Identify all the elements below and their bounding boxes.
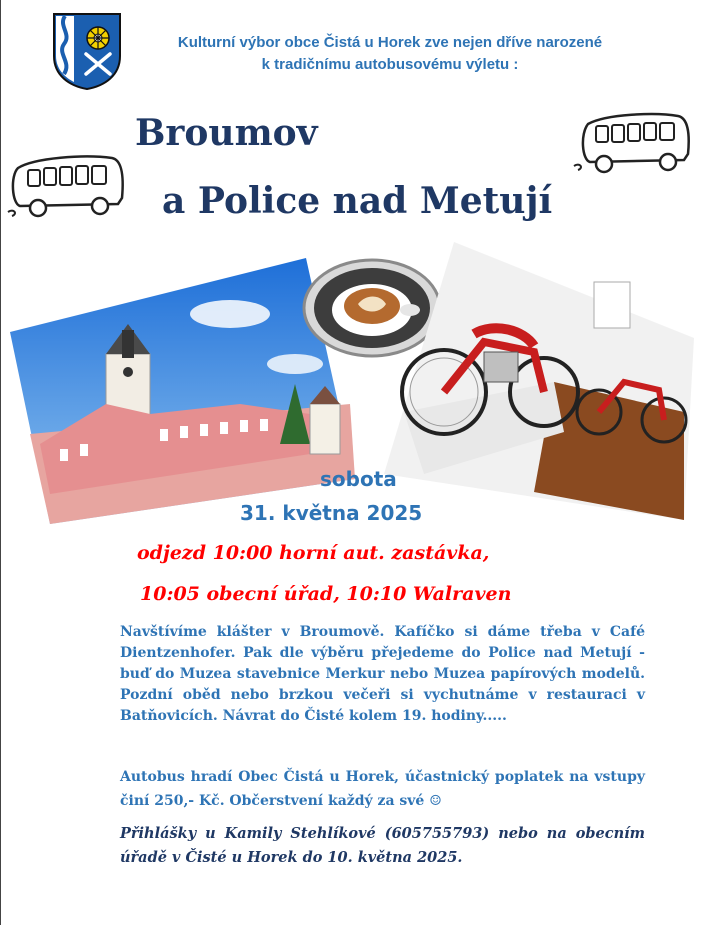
smiley-icon: ☺ — [429, 793, 442, 809]
bus-icon-left — [4, 146, 128, 222]
intro-line-1: Kulturní výbor obce Čistá u Horek zve nejen dříve narozené — [177, 34, 603, 51]
departure-line-2: 10:05 obecní úřad, 10:10 Walraven — [140, 583, 512, 605]
coat-of-arms-icon — [52, 12, 122, 90]
date-full: 31. května 2025 — [240, 501, 423, 525]
title-line-2: a Police nad Metují — [162, 180, 553, 222]
program-paragraph: Navštívíme klášter v Broumově. Kafíčko si dáme třeba v Café Dientzenhofer. Pak dle výběru přejedeme do Police nad Metují - buď do Muzea stavebnice Merkur nebo Muzea papírových modelů. Pozdní oběd nebo brzkou večeři si vychutnáme v restauraci v Batňovicích. Návrat do Čisté kolem 19. hodiny..... — [120, 624, 645, 724]
registration-paragraph: Přihlášky u Kamily Stehlíkové (605755793) nebo na obecním úřadě v Čisté u Horek do 10. května 2025. — [120, 825, 645, 866]
intro-text — [130, 32, 650, 76]
intro-line-2: k tradičnímu autobusovému výletu : — [261, 56, 519, 73]
title-line-1: Broumov — [135, 112, 318, 154]
page-border — [0, 0, 1, 925]
departure-line-1: odjezd 10:00 horní aut. zastávka, — [137, 542, 490, 564]
bus-icon-right — [572, 106, 696, 178]
motorcycle-museum-photo — [384, 242, 714, 520]
date-day: sobota — [320, 467, 397, 491]
costs-paragraph — [120, 765, 645, 813]
costs-text: Autobus hradí Obec Čistá u Horek, účastnický poplatek na vstupy činí 250,- Kč. Občerstvení každý za své — [120, 769, 645, 809]
